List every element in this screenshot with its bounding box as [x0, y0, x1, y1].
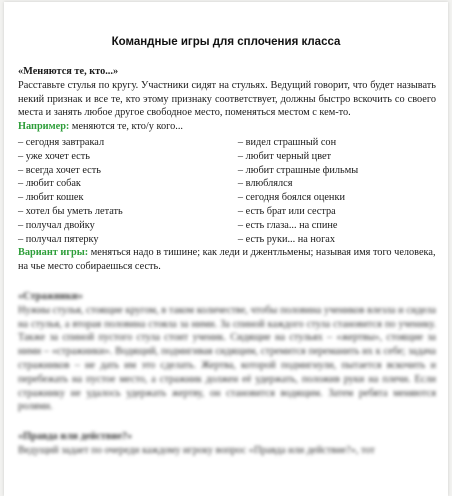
- list-item: – любит собак: [18, 178, 81, 190]
- list-item: – сегодня завтракал: [18, 136, 105, 148]
- game2-description: Нужны стулья, стоящие кругом, в таком количестве, чтобы половина учеников влезла и сидела на стулья, а вторая половина стояла за ними. За спиной каждого стула становится по ученику. Также за спиной пустого стула стоит ученик. Сидящие на стульях – «жертвы», стоящие за ними – «стражники». Водящий, подмигивая сидящим, стремится переманить их к себе; задача стражников – не дать им это сделать. Жертва, которой подмигнули, пытается вскочить и перебежать на пустое место, а стражник должен её удержать, положив руки на плечи. Если стражнику не удалось удержать жертву, он становится водящим. Затем ребята меняются ролями.: [18, 304, 436, 413]
- variant-text: меняться надо в тишине; как леди и джентльмены; называя имя того человека, на чье место собираешься сесть.: [18, 247, 436, 273]
- list-item: – любит кошек: [18, 192, 84, 204]
- list-item: – видел страшный сон: [237, 136, 337, 148]
- list-item: – сегодня боялся оценки: [237, 192, 345, 204]
- examples-left-column: [18, 136, 238, 246]
- game1-examples-columns: [18, 136, 436, 246]
- list-item: – есть глаза... на спине: [237, 219, 338, 231]
- document-content: [18, 65, 436, 458]
- example-text: меняются те, кто/у кого...: [69, 121, 183, 133]
- list-item: – есть руки... на ногах: [237, 233, 336, 245]
- game1-variant: [18, 246, 436, 274]
- variant-label: Вариант игры:: [18, 247, 89, 259]
- list-item: – всегда хочет есть: [18, 164, 101, 176]
- blurred-section: [18, 290, 436, 458]
- list-item: – получал двойку: [18, 219, 95, 231]
- document-page: [4, 2, 448, 496]
- game3-description: Ведущий задает по очереди каждому игроку вопрос «Правда или действие?», тот: [18, 444, 375, 456]
- game1-example: [18, 120, 436, 134]
- game2-title: «Стражники»: [18, 290, 83, 302]
- list-item: – любит страшные фильмы: [237, 164, 359, 176]
- game1-description: Расставьте стулья по кругу. Участники сидят на стульях. Ведущий говорит, что будет называть некий признак и все те, кто этому признаку соответствует, должны быстро вскочить со своего места и занять любое другое свободное место, поменяться местом с кем-то.: [18, 79, 436, 119]
- game3-title: «Правда или действие?»: [18, 431, 133, 443]
- example-label: Например:: [18, 121, 70, 133]
- examples-right-column: [238, 136, 436, 246]
- list-item: – уже хочет есть: [18, 150, 90, 162]
- list-item: – получал пятерку: [18, 233, 99, 245]
- page-title: Командные игры для сплочения класса: [111, 36, 341, 48]
- list-item: – влюблялся: [237, 178, 293, 190]
- list-item: – любит черный цвет: [237, 150, 332, 162]
- game1-title: «Меняются те, кто...»: [18, 66, 119, 77]
- list-item: – есть брат или сестра: [237, 205, 336, 217]
- list-item: – хотел бы уметь летать: [18, 205, 123, 217]
